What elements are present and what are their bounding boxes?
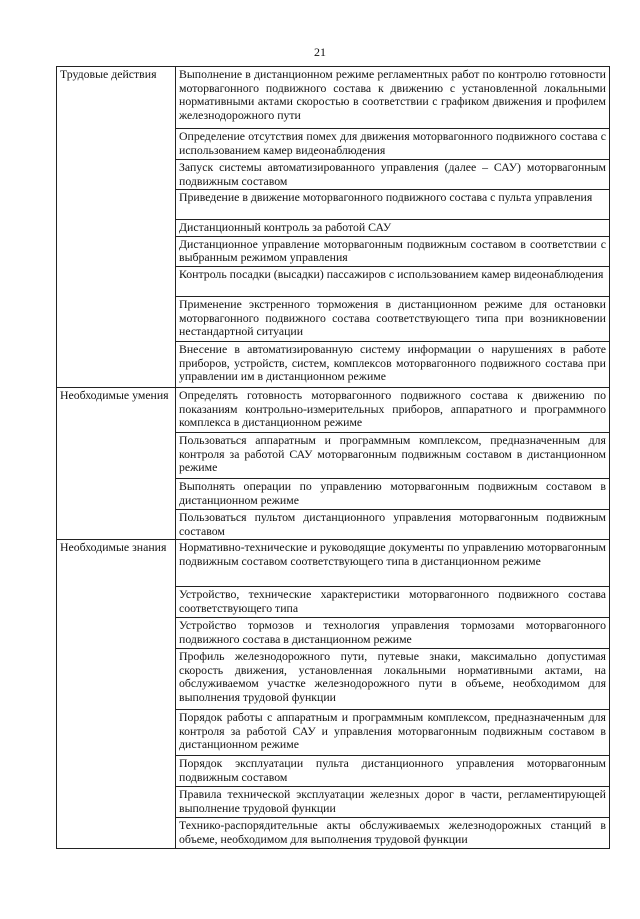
table-cell-text: Порядок эксплуатации пульта дистанционного управления моторвагонным подвижным составом [176,756,610,787]
table-cell-text: Пользоваться пультом дистанционного управления моторвагонным подвижным составом [176,509,610,539]
table-cell-text: Приведение в движение моторвагонного подвижного состава с пульта управления [176,190,610,220]
table-cell-text: Выполнять операции по управлению моторвагонным подвижным составом в дистанционном режиме [176,478,610,509]
table-cell-text: Нормативно-технические и руководящие документы по управлению моторвагонным подвижным составом соответствующего типа в дистанционном режиме [176,540,610,587]
requirements-table [56,66,610,849]
table-cell-text: Внесение в автоматизированную систему информации о нарушениях в работе приборов, устройств, систем, комплексов моторвагонного подвижного состава при управлении им в дистанционном режиме [176,341,610,387]
table-cell-text: Применение экстренного торможения в дистанционном режиме для остановки моторвагонного подвижного состава соответствующего типа при возникновении нестандартной ситуации [176,296,610,341]
table-cell-text: Порядок работы с аппаратным и программным комплексом, предназначенным для контроля за работой САУ и управления моторвагонным подвижным составом в дистанционном режиме [176,710,610,756]
section-label: Трудовые действия [57,67,176,388]
table-cell-text: Контроль посадки (высадки) пассажиров с использованием камер видеонаблюдения [176,266,610,296]
section-label: Необходимые знания [57,540,176,849]
table-cell-text: Устройство, технические характеристики моторвагонного подвижного состава соответствующего типа [176,587,610,618]
table-cell-text: Пользоваться аппаратным и программным комплексом, предназначенным для контроля за работой САУ моторвагонным подвижным составом в дистанционном режиме [176,432,610,478]
table-cell-text: Запуск системы автоматизированного управления (далее – САУ) моторвагонным подвижным составом [176,160,610,190]
table-cell-text: Правила технической эксплуатации железных дорог в части, регламентирующей выполнение трудовой функции [176,787,610,818]
page-number: 21 [314,45,326,59]
table-cell-text: Определение отсутствия помех для движения моторвагонного подвижного состава с использованием камер видеонаблюдения [176,129,610,160]
table-cell-text: Профиль железнодорожного пути, путевые знаки, максимально допустимая скорость движения, установленная локальными нормативными актами, на обслуживаемом участке железнодорожного пути в объеме, необходимом для выполнения трудовой функции [176,649,610,710]
table-row [57,540,610,587]
table-cell-text: Определять готовность моторвагонного подвижного состава к движению по показаниям контрольно-измерительных приборов, аппаратного и программного комплекса в дистанционном режиме [176,387,610,432]
table-cell-text: Выполнение в дистанционном режиме регламентных работ по контролю готовности моторвагонного подвижного состава к движению с установленной локальными нормативными актами скоростью в соответствии с графиком движения и профилем железнодорожного пути [176,67,610,129]
table-row [57,387,610,432]
table-row [57,67,610,129]
table-cell-text: Дистанционный контроль за работой САУ [176,220,610,237]
section-label: Необходимые умения [57,387,176,539]
table-cell-text: Дистанционное управление моторвагонным подвижным составом в соответствии с выбранным режимом управления [176,236,610,266]
table-cell-text: Технико-распорядительные акты обслуживаемых железнодорожных станций в объеме, необходимом для выполнения трудовой функции [176,818,610,849]
table-cell-text: Устройство тормозов и технология управления тормозами моторвагонного подвижного состава в дистанционном режиме [176,618,610,649]
